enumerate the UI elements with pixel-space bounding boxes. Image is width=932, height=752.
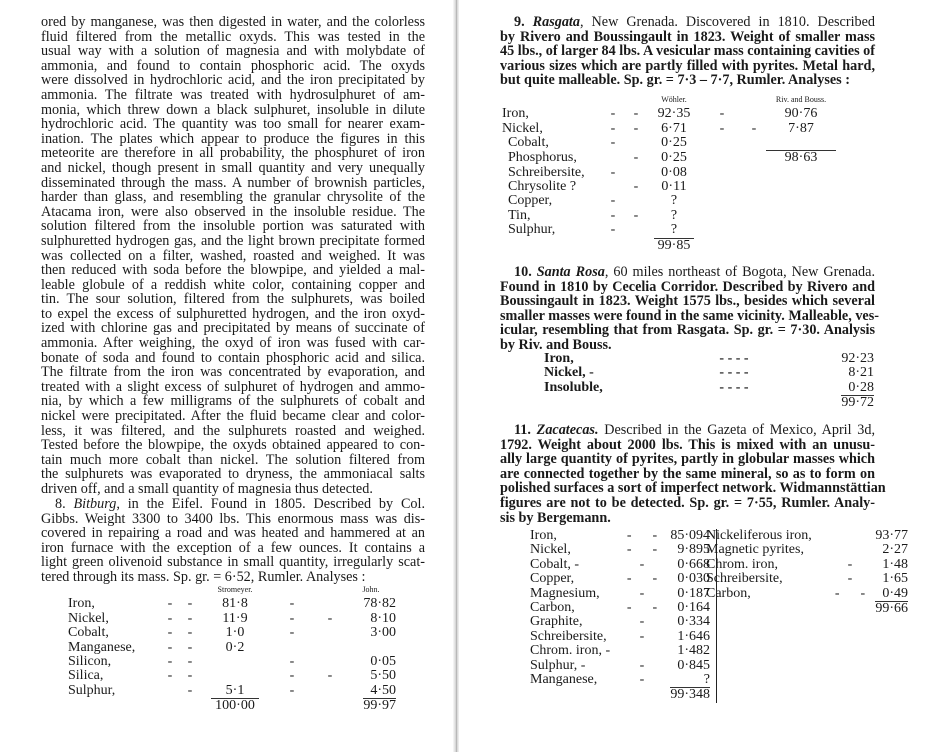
- leader-dash: -: [289, 610, 295, 626]
- text-line: hydrochloric acid. The quantity was too small for nearer exam-: [41, 116, 425, 133]
- total-stromeyer: 100·00: [211, 698, 259, 713]
- leader-dash: -: [167, 596, 173, 612]
- text-line: Atacama iron, were also observed in the insoluble residue. The: [41, 203, 425, 220]
- entry-text-line: smaller masses were found in the same vicinity. Malleable, ves-: [500, 307, 879, 324]
- analysis-value: 0·164: [662, 601, 717, 615]
- leader-dash: -: [719, 106, 725, 122]
- leader-dash: - -: [626, 542, 658, 558]
- entry-text: , 60 miles northeast of Bogota, New Grenada.: [604, 264, 875, 280]
- leader-dash: [702, 166, 742, 180]
- leader-dash: -: [610, 193, 616, 209]
- leader-dash: -: [751, 120, 757, 136]
- entry-text-line: but quite malleable. Sp. gr. = 7·3 – 7·7, Rumler. Analyses :: [500, 72, 850, 89]
- leader-dash: [314, 597, 346, 611]
- entry-text-line: sis by Bergemann.: [500, 509, 611, 526]
- leader-dash: [832, 543, 868, 557]
- left-page: [0, 0, 455, 752]
- leader-dash: [314, 684, 346, 698]
- leader-dash: [702, 194, 742, 208]
- element-name: Silicon,: [68, 654, 112, 670]
- john-value: 5·50: [370, 668, 396, 684]
- analysis-value: 0·334: [662, 615, 717, 629]
- leader-dash: -: [289, 654, 295, 670]
- leader-dash: -: [289, 668, 295, 684]
- leader-dash: [742, 166, 766, 180]
- text-line: sulphuretted hydrogen gas, and the light brown precipitate formed: [41, 232, 425, 249]
- element-name: Copper,: [530, 571, 575, 587]
- table-row: [502, 107, 836, 121]
- stromeyer-value: 11·9: [222, 610, 248, 626]
- analysis-value: 0·668: [662, 558, 717, 572]
- text-line: harder than glass, and resembling the granular chrysolite of the: [41, 189, 425, 206]
- entry-text-line: are connected together by the same mineral, so as to form on: [500, 465, 875, 482]
- table-row: [502, 194, 836, 208]
- text-line: driven off, and a small quantity of magnesia thus detected.: [41, 481, 373, 497]
- analysis-value: 0·030: [662, 572, 717, 586]
- entry-text-line: light green olivenoid substance in small quantity, irregularly scat-: [41, 554, 425, 571]
- leader-dash: -: [633, 149, 639, 165]
- element-name: Manganese,: [530, 672, 598, 688]
- total-santa-rosa: 99·72: [841, 395, 874, 411]
- element-name: Iron,: [544, 351, 574, 366]
- leader-dashes: - - - -: [719, 365, 749, 381]
- leader-dash: -: [327, 610, 333, 626]
- analysis-value: 1·646: [662, 630, 717, 644]
- rasgata-analysis-table: [502, 93, 836, 253]
- leader-dash: -: [639, 657, 645, 673]
- table-row: [502, 223, 836, 237]
- total-john: 99·97: [363, 698, 396, 714]
- analysis-value: 92·23: [841, 351, 874, 366]
- entry-text-line: various sizes which are partly filled with pyrites. Metal hard,: [500, 57, 875, 74]
- leader-dash: -: [719, 120, 725, 136]
- leader-dash: [702, 151, 742, 166]
- leader-dash: -: [633, 120, 639, 136]
- riv-bouss-value: 7·87: [788, 120, 814, 136]
- entry-text-line: Gibbs. Weight 3300 to 3400 lbs. This enormous mass was dis-: [41, 510, 425, 527]
- john-value: 4·50: [370, 682, 396, 698]
- leader-dash: [742, 136, 766, 150]
- john-value: 8·10: [370, 610, 396, 626]
- element-name: Cobalt,: [68, 625, 109, 641]
- header-riv-bouss: Riv. and Bouss.: [775, 95, 827, 104]
- analysis-value: 1·482: [662, 644, 717, 658]
- element-name: Sulphur,: [68, 682, 116, 698]
- leader-dash: -: [633, 178, 639, 194]
- text-line: fluid filtered from the metallic oxyds. This was tested in the: [41, 28, 425, 45]
- table-row: [706, 543, 908, 557]
- leader-dash: -: [187, 625, 193, 641]
- leader-dash: [742, 194, 766, 208]
- text-line: ammonia. The filtrate was treated with hydrosulphuret of am-: [41, 86, 425, 103]
- leader-dash: [742, 209, 766, 223]
- element-name: Magnesium,: [530, 585, 600, 601]
- text-line: ized with chlorine gas and precipitated by means of succinate of: [41, 320, 425, 337]
- leader-dash: -: [610, 207, 616, 223]
- leader-dash: -: [187, 639, 193, 655]
- wohler-value: 0·08: [661, 164, 687, 180]
- wohler-value: 92·35: [657, 106, 691, 122]
- entry-text: , New Grenada. Discovered in 1810. Described: [579, 14, 876, 30]
- leader-dash: -: [610, 135, 616, 151]
- table-row: [530, 601, 717, 615]
- header-stromeyer: Stromeyer.: [217, 585, 253, 594]
- meteorite-name: Santa Rosa: [536, 264, 605, 280]
- leader-dash: [160, 684, 180, 698]
- john-value: [346, 641, 396, 655]
- table-row: [530, 630, 717, 644]
- analysis-value: 2·27: [882, 542, 908, 558]
- leader-dash: -: [187, 682, 193, 698]
- table-row: [68, 597, 396, 611]
- wohler-value: 0·25: [661, 149, 687, 165]
- text-line: bonate of soda and found to contain phosphoric acid and silica.: [41, 349, 425, 366]
- analysis-value: 1·65: [882, 571, 908, 587]
- wohler-value: 0·25: [661, 135, 687, 151]
- leader-dash: [832, 529, 868, 543]
- leader-dash: -: [610, 106, 616, 122]
- text-line: the sulphurets was evaporated to dryness, the ammoniacal salts: [41, 466, 425, 483]
- leader-dash: -: [610, 120, 616, 136]
- text-line: then reduced with soda before the blowpipe, and yielded a mal-: [41, 262, 425, 279]
- sum-rule: [766, 136, 836, 150]
- text-line: ammonia, and found to contain phosphoric acid. The oxyds: [41, 57, 425, 74]
- total-wohler: 99·85: [654, 238, 695, 253]
- element-name: Magnetic pyrites,: [706, 542, 804, 558]
- stromeyer-value: 81·8: [222, 596, 248, 612]
- leader-dash: [626, 223, 646, 237]
- element-name: Sulphur,: [508, 222, 556, 238]
- table-row: [544, 366, 874, 380]
- text-line: tain much more cobalt than nickel. The solution filtered from: [41, 451, 425, 468]
- table-row: [502, 166, 836, 180]
- leader-dash: -: [610, 222, 616, 238]
- meteorite-name: Bitburg: [73, 496, 117, 512]
- total-zacatecas-left: 99·348: [670, 687, 710, 703]
- entry-number: 9.: [514, 14, 525, 30]
- leader-dash: [600, 180, 626, 194]
- text-line: ination. The plates which appear to produce the figures in this: [41, 130, 425, 147]
- table-row: [68, 655, 396, 669]
- element-name: Tin,: [508, 207, 531, 223]
- table-row: [68, 641, 396, 655]
- leader-dash: [742, 180, 766, 194]
- leader-dash: -: [167, 639, 173, 655]
- wohler-value: 0·11: [661, 178, 687, 194]
- element-name: Iron,: [502, 106, 529, 122]
- leader-dash: -: [167, 610, 173, 626]
- element-name: Phosphorus,: [508, 149, 577, 165]
- analysis-value: 0·187: [662, 587, 717, 601]
- leader-dash: -: [327, 668, 333, 684]
- meteorite-name: Zacatecas.: [536, 422, 599, 438]
- table-row: [706, 529, 908, 543]
- zacatecas-analysis-table-right: [706, 529, 908, 616]
- element-name: Nickel, -: [544, 365, 594, 381]
- table-row: [706, 587, 908, 601]
- entry-number: 8.: [55, 496, 66, 512]
- leader-dash: - -: [626, 528, 658, 543]
- table-row: [706, 558, 908, 572]
- stromeyer-value: [200, 655, 270, 669]
- text-line: disseminated through the mass. A number of brownish particles,: [41, 174, 425, 191]
- analysis-value: 85·094: [662, 529, 717, 543]
- stromeyer-value: 0·2: [225, 639, 245, 655]
- analysis-value: ?: [662, 673, 717, 687]
- leader-dash: -: [167, 668, 173, 684]
- text-line: ored by manganese, was then digested in water, and the colorless: [41, 14, 425, 30]
- table-row: [502, 136, 836, 150]
- leader-dash: -: [633, 106, 639, 122]
- text-line: solution filtered from the insoluble portion was saturated with: [41, 218, 425, 235]
- entry-text-line: icular, resembling that from Rasgata. Sp. gr. = 7·30. Analysis: [500, 322, 875, 339]
- text-line: leable globule of a reddish white color, containing copper and: [41, 276, 425, 293]
- meteorite-name: Rasgata: [532, 14, 580, 30]
- entry-text-line: 1792. Weight about 2000 lbs. This is mixed with an unusu-: [500, 436, 875, 453]
- john-value: 0·05: [370, 654, 396, 670]
- leader-dash: -: [639, 556, 645, 572]
- leader-dash: [270, 641, 314, 655]
- john-value: 78·82: [363, 596, 396, 612]
- leader-dash: -: [639, 628, 645, 644]
- entry-number: 11.: [514, 422, 531, 438]
- entry-text-line: covered in repairing a road and was heated and hammered at an: [41, 525, 425, 542]
- stromeyer-value: [200, 669, 270, 683]
- text-line: to expel the excess of sulphuretted hydrogen, and the iron oxyd-: [41, 305, 425, 322]
- text-line: The filtrate from the iron was concentrated by evaporation, and: [41, 364, 425, 381]
- leader-dash: [314, 641, 346, 655]
- text-line: meteorite are therefore in all probability, the phosphuret of iron: [41, 145, 425, 162]
- header-john: John.: [362, 585, 380, 594]
- leader-dash: -: [639, 585, 645, 601]
- element-name: Insoluble,: [544, 379, 603, 395]
- element-name: Iron,: [530, 528, 557, 543]
- leader-dash: -: [610, 164, 616, 180]
- leader-dash: [742, 151, 766, 166]
- leader-dash: [622, 644, 662, 658]
- element-name: Chrysolite ?: [508, 178, 577, 194]
- table-row: [544, 352, 874, 366]
- leader-dash: - -: [626, 600, 658, 616]
- leader-dash: [600, 151, 626, 166]
- table-row: [530, 673, 717, 687]
- entry-text: , in the Eifel. Found in 1805. Described by Col.: [116, 496, 425, 512]
- entry-text: Described in the Gazeta of Mexico, April 3d,: [598, 422, 875, 438]
- riv-bouss-value: [766, 194, 836, 208]
- leader-dash: [314, 655, 346, 669]
- element-name: Cobalt, -: [530, 556, 579, 572]
- element-name: Manganese,: [68, 639, 136, 655]
- entry-text-line: 45 lbs., of larger 84 lbs. A vesicular mass containing cavities of: [500, 43, 875, 60]
- wohler-value: ?: [670, 207, 678, 223]
- element-name: Chrom. iron,: [706, 556, 778, 572]
- table-row: [68, 626, 396, 640]
- leader-dash: -: [847, 556, 853, 572]
- table-row: [68, 669, 396, 683]
- element-name: Sulphur, -: [530, 657, 586, 673]
- riv-bouss-value: [766, 209, 836, 223]
- table-row: [530, 543, 717, 557]
- wohler-value: ?: [670, 222, 678, 238]
- element-name: Copper,: [508, 193, 553, 209]
- leader-dash: -: [167, 625, 173, 641]
- entry-text-line: figures are not to be detected. Sp. gr. = 7·55, Rumler. Analy-: [500, 494, 875, 511]
- leader-dash: -: [639, 614, 645, 630]
- santa-rosa-analysis-table: [544, 352, 874, 411]
- leader-dash: -: [187, 596, 193, 612]
- element-name: Schreibersite,: [530, 628, 607, 644]
- riv-bouss-value: [766, 166, 836, 180]
- table-row: [530, 615, 717, 629]
- text-line: were dissolved in hydrochloric acid, and the iron precipitated by: [41, 72, 425, 89]
- table-row: [530, 572, 717, 586]
- analysis-value: 8·21: [848, 365, 874, 381]
- leader-dashes: - - - -: [719, 379, 749, 395]
- leader-dash: -: [289, 625, 295, 641]
- analysis-value: 1·48: [882, 556, 908, 572]
- leader-dash: [702, 209, 742, 223]
- leader-dash: -: [289, 682, 295, 698]
- table-row: [530, 644, 717, 658]
- analysis-value: 0·49: [882, 585, 908, 601]
- table-row: [530, 587, 717, 601]
- entry-text-line: iron furnace with the exception of a few ounces. It contains a: [41, 539, 425, 556]
- table-row: [530, 529, 717, 543]
- leader-dash: -: [187, 668, 193, 684]
- john-value: 3·00: [370, 625, 396, 641]
- entry-text-line: tered through its mass. Sp. gr. = 6·52, Rumler. Analyses :: [41, 568, 366, 585]
- stromeyer-value: 5·1: [225, 682, 245, 698]
- table-row: [502, 180, 836, 194]
- leader-dash: - -: [834, 585, 866, 601]
- text-line: Tested before the blowpipe, the oxyds obtained appeared to con-: [41, 437, 425, 454]
- analysis-value: 0·845: [662, 659, 717, 673]
- entry-text-line: by Rivero and Boussingault in 1823. Weight of smaller mass: [500, 28, 875, 45]
- element-name: Nickel,: [502, 120, 543, 136]
- analysis-value: 9·895: [662, 543, 717, 557]
- table-row: [502, 122, 836, 136]
- analysis-value: 93·77: [875, 528, 908, 543]
- text-line: ammonia. After weighing, the oxyd of iron was fused with car-: [41, 335, 425, 352]
- entry-heading-line: [500, 265, 875, 280]
- leader-dash: [702, 136, 742, 150]
- leader-dash: [702, 180, 742, 194]
- text-line: usual way with a solution of magnesia and with molybdate of: [41, 43, 425, 60]
- entry-8-bitburg: [41, 497, 425, 585]
- entry-number: 10.: [514, 264, 532, 280]
- leader-dash: -: [289, 596, 295, 612]
- element-name: Chrom. iron, -: [530, 643, 611, 659]
- element-name: Carbon,: [530, 600, 575, 616]
- leader-dash: [742, 107, 766, 121]
- total-zacatecas-right: 99·66: [875, 601, 908, 617]
- leader-dash: [742, 223, 766, 237]
- riv-bouss-value: [766, 180, 836, 194]
- table-row: [530, 659, 717, 673]
- leader-dash: [702, 223, 742, 237]
- leader-dash: -: [847, 571, 853, 587]
- header-wohler: Wöhler.: [661, 95, 687, 104]
- table-row: [502, 151, 836, 166]
- leader-dash: -: [167, 654, 173, 670]
- leader-dash: [626, 194, 646, 208]
- entry-heading-line: [500, 423, 875, 438]
- element-name: Silica,: [68, 668, 104, 684]
- element-name: Nickel,: [530, 542, 571, 558]
- riv-bouss-value: 98·63: [784, 150, 818, 166]
- entry-9-rasgata: [500, 15, 875, 88]
- riv-bouss-value: 90·76: [784, 106, 818, 122]
- leader-dash: [314, 626, 346, 640]
- bitburg-analysis-table: [68, 583, 396, 714]
- text-line: and nickel, though present in small quantity and very unequally: [41, 159, 425, 176]
- table-row: [544, 381, 874, 395]
- element-name: Cobalt,: [508, 135, 549, 151]
- element-name: Graphite,: [530, 614, 583, 630]
- zacatecas-analysis-table-left: [530, 529, 717, 703]
- text-line: monia, which threw down a black sulphuret, insoluble in dilute: [41, 101, 425, 118]
- text-line: less, it was filtered, and the sulphurets roasted and weighed.: [41, 422, 425, 439]
- text-line: nia, by which a few milligrams of the sulphurets of cobalt and: [41, 393, 425, 410]
- entry-text-line: ally large quantity of pyrites, partly in globular masses which: [500, 451, 875, 468]
- leader-dash: - -: [626, 571, 658, 587]
- wohler-value: 6·71: [661, 120, 687, 136]
- entry-heading-line: [500, 15, 875, 30]
- element-name: Nickel,: [68, 610, 109, 626]
- entry-text-line: Boussingault in 1823. Weight 1575 lbs., besides which several: [500, 293, 875, 310]
- table-row: [68, 684, 396, 698]
- leader-dashes: - - - -: [719, 351, 749, 366]
- table-row: [530, 558, 717, 572]
- paragraph-continuation: [41, 15, 425, 497]
- element-name: Schreibersite,: [508, 164, 585, 180]
- riv-bouss-value: [766, 223, 836, 237]
- entry-10-santa-rosa: [500, 264, 879, 353]
- entry-11-zacatecas: [500, 422, 886, 526]
- element-name: Iron,: [68, 596, 95, 612]
- text-line: nickel were precipitated. After the fluid became clear and color-: [41, 408, 425, 425]
- text-line: was collected on a filter, washed, roasted and weighed. It was: [41, 247, 425, 264]
- element-name: Schreibersite,: [706, 571, 783, 587]
- leader-dash: -: [633, 207, 639, 223]
- leader-dash: [626, 136, 646, 150]
- element-name: Nickeliferous iron,: [706, 528, 812, 543]
- wohler-value: ?: [670, 193, 678, 209]
- table-row: [502, 209, 836, 223]
- stromeyer-value: 1·0: [225, 625, 245, 641]
- leader-dash: -: [187, 610, 193, 626]
- leader-dash: -: [639, 672, 645, 688]
- entry-text-line: polished surfaces a sort of imperfect network. Widmannstättian: [500, 480, 886, 497]
- right-page: [458, 0, 932, 752]
- gutter-line: [456, 0, 457, 752]
- leader-dash: -: [187, 654, 193, 670]
- entry-text-line: Found in 1810 by Cecelia Corridor. Described by Rivero and: [500, 278, 875, 295]
- entry-text-line: by Riv. and Bouss.: [500, 336, 612, 353]
- text-line: tin. The sour solution, filtered from the sulphurets, was boiled: [41, 291, 425, 308]
- leader-dash: [626, 166, 646, 180]
- element-name: Carbon,: [706, 585, 751, 601]
- table-row: [706, 572, 908, 586]
- text-line: treated with a slight excess of sulphuret of hydrogen and ammo-: [41, 378, 425, 395]
- table-row: [68, 612, 396, 626]
- entry-heading-line: [41, 497, 425, 512]
- analysis-value: 0·28: [848, 379, 874, 395]
